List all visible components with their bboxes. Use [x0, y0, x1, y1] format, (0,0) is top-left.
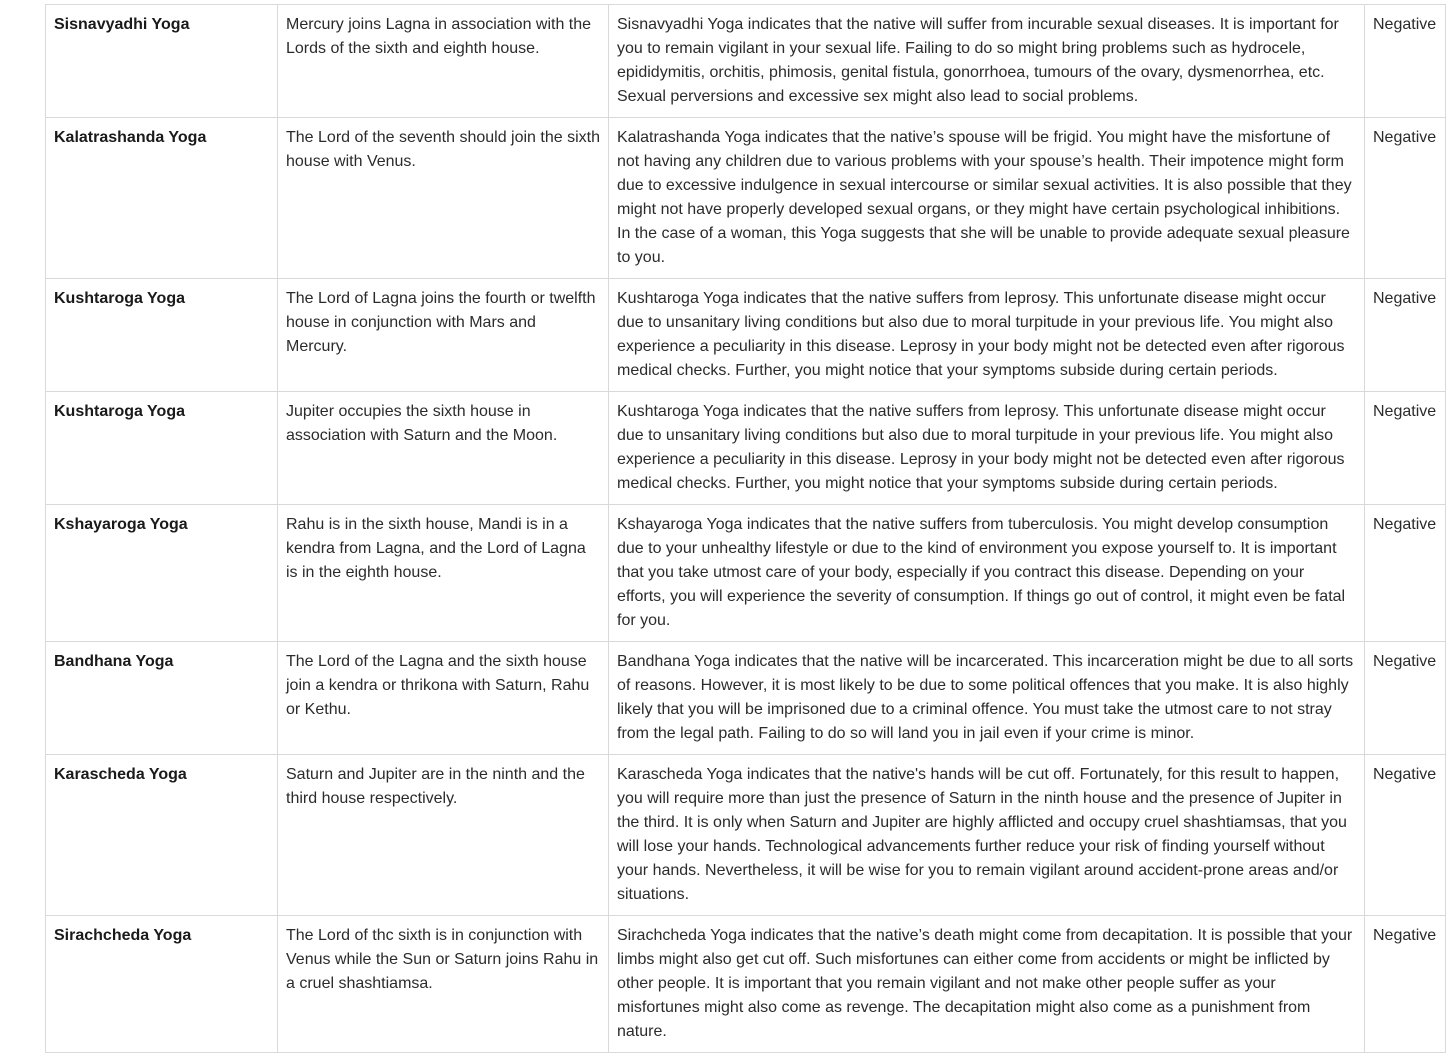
yoga-effect-cell: Negative [1365, 279, 1446, 392]
yoga-name-cell: Kshayaroga Yoga [46, 505, 278, 642]
yoga-description-cell: Sirachcheda Yoga indicates that the native’s death might come from decapitation. It is possible that your limbs might also get cut off. Such misfortunes can either come from accidents or might be inflicted by other people. It is important that you remain vigilant and not make other people suffer as your misfortunes might also come as revenge. The decapitation might also come as a punishment from nature. [609, 916, 1365, 1053]
yoga-description-cell: Karascheda Yoga indicates that the native's hands will be cut off. Fortunately, for this result to happen, you will require more than just the presence of Saturn in the ninth house and the presence of Jupiter in the third. It is only when Saturn and Jupiter are highly afflicted and occupy cruel shashtiamsas, that you will lose your hands. Technological advancements further reduce your risk of finding yourself without your hands. Nevertheless, it will be wise for you to remain vigilant around accident-prone areas and/or situations. [609, 755, 1365, 916]
yoga-description-cell: Sisnavyadhi Yoga indicates that the native will suffer from incurable sexual diseases. It is important for you to remain vigilant in your sexual life. Failing to do so might bring problems such as hydrocele, epididymitis, orchitis, phimosis, genital fistula, gonorrhoea, tumours of the ovary, dysmenorrhea, etc. Sexual perversions and excessive sex might also lead to social problems. [609, 5, 1365, 118]
yoga-description-cell: Kshayaroga Yoga indicates that the native suffers from tuberculosis. You might develop consumption due to your unhealthy lifestyle or due to the kind of environment you expose yourself to. It is important that you take utmost care of your body, especially if you contract this disease. Depending on your efforts, you will experience the severity of consumption. If things go out of control, it might even be fatal for you. [609, 505, 1365, 642]
yoga-condition-cell: Saturn and Jupiter are in the ninth and the third house respectively. [278, 755, 609, 916]
yoga-name-cell: Kushtaroga Yoga [46, 279, 278, 392]
yoga-effect-cell: Negative [1365, 118, 1446, 279]
table-row [46, 118, 1446, 279]
yoga-name-cell: Sisnavyadhi Yoga [46, 5, 278, 118]
yoga-description-cell: Kushtaroga Yoga indicates that the native suffers from leprosy. This unfortunate disease might occur due to unsanitary living conditions but also due to moral turpitude in your previous life. You might also experience a peculiarity in this disease. Leprosy in your body might not be detected even after rigorous medical checks. Further, you might notice that your symptoms subside during certain periods. [609, 279, 1365, 392]
yoga-effect-cell: Negative [1365, 392, 1446, 505]
table-row [46, 642, 1446, 755]
yoga-condition-cell: The Lord of Lagna joins the fourth or twelfth house in conjunction with Mars and Mercury. [278, 279, 609, 392]
yoga-condition-cell: Mercury joins Lagna in association with the Lords of the sixth and eighth house. [278, 5, 609, 118]
yoga-condition-cell: Jupiter occupies the sixth house in association with Saturn and the Moon. [278, 392, 609, 505]
yoga-description-cell: Bandhana Yoga indicates that the native will be incarcerated. This incarceration might be due to all sorts of reasons. However, it is most likely to be due to some political offences that you make. It is also highly likely that you will be imprisoned due to a criminal offence. You must take the utmost care to not stray from the legal path. Failing to do so will land you in jail even if your crime is minor. [609, 642, 1365, 755]
yoga-description-cell: Kushtaroga Yoga indicates that the native suffers from leprosy. This unfortunate disease might occur due to unsanitary living conditions but also due to moral turpitude in your previous life. You might also experience a peculiarity in this disease. Leprosy in your body might not be detected even after rigorous medical checks. Further, you might notice that your symptoms subside during certain periods. [609, 392, 1365, 505]
yoga-name-cell: Kushtaroga Yoga [46, 392, 278, 505]
yoga-name-cell: Karascheda Yoga [46, 755, 278, 916]
yoga-table [45, 4, 1446, 1053]
table-row [46, 5, 1446, 118]
yoga-condition-cell: The Lord of the Lagna and the sixth house join a kendra or thrikona with Saturn, Rahu or Kethu. [278, 642, 609, 755]
yoga-condition-cell: The Lord of thc sixth is in conjunction with Venus while the Sun or Saturn joins Rahu in a cruel shashtiamsa. [278, 916, 609, 1053]
yoga-effect-cell: Negative [1365, 505, 1446, 642]
yoga-effect-cell: Negative [1365, 755, 1446, 916]
table-row [46, 916, 1446, 1053]
yoga-name-cell: Sirachcheda Yoga [46, 916, 278, 1053]
yoga-name-cell: Bandhana Yoga [46, 642, 278, 755]
yoga-effect-cell: Negative [1365, 642, 1446, 755]
table-row [46, 392, 1446, 505]
table-row [46, 755, 1446, 916]
yoga-description-cell: Kalatrashanda Yoga indicates that the native’s spouse will be frigid. You might have the misfortune of not having any children due to various problems with your spouse’s health. Their impotence might form due to excessive indulgence in sexual intercourse or similar sexual activities. It is also possible that they might not have properly developed sexual organs, or they might have certain psychological inhibitions. In the case of a woman, this Yoga suggests that she will be unable to provide adequate sexual pleasure to you. [609, 118, 1365, 279]
yoga-condition-cell: Rahu is in the sixth house, Mandi is in a kendra from Lagna, and the Lord of Lagna is in the eighth house. [278, 505, 609, 642]
yoga-effect-cell: Negative [1365, 916, 1446, 1053]
table-row [46, 279, 1446, 392]
yoga-table-container [45, 4, 1445, 1053]
yoga-effect-cell: Negative [1365, 5, 1446, 118]
table-row [46, 505, 1446, 642]
yoga-condition-cell: The Lord of the seventh should join the sixth house with Venus. [278, 118, 609, 279]
yoga-name-cell: Kalatrashanda Yoga [46, 118, 278, 279]
